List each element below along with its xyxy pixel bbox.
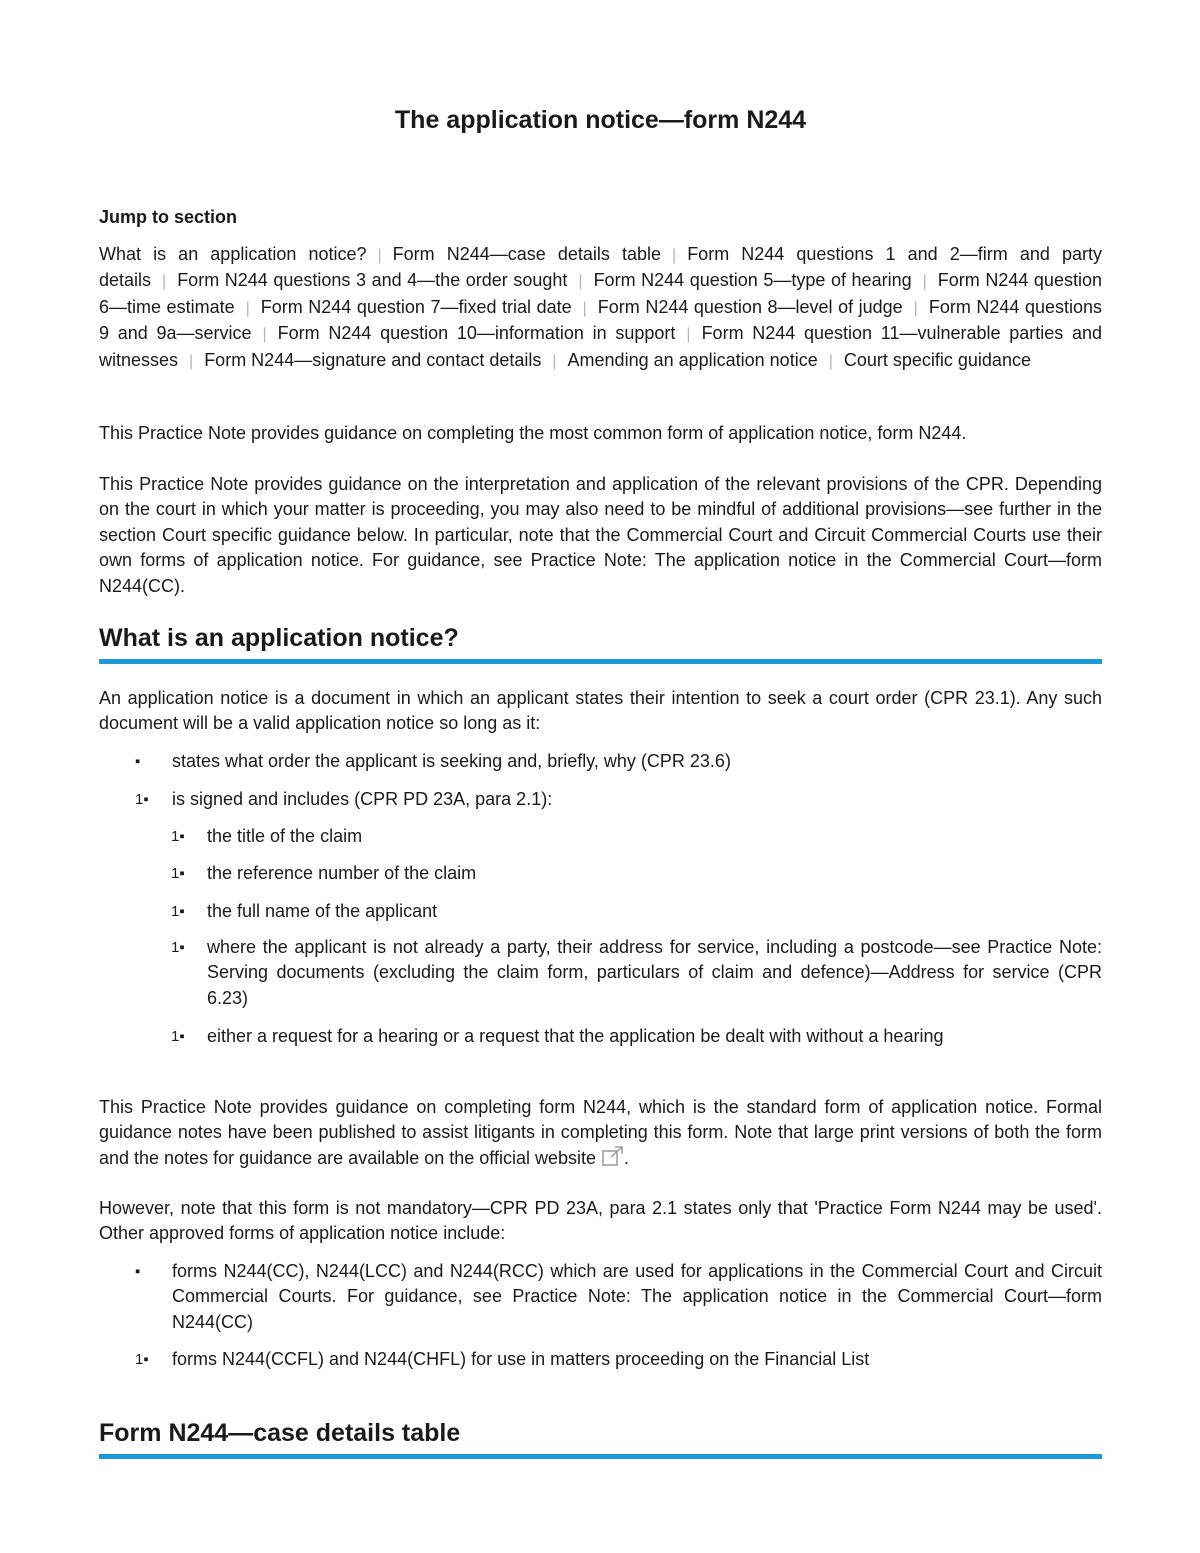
link-separator: | (552, 352, 557, 370)
link-separator: | (828, 352, 833, 370)
bullet-marker: 1▪ (135, 791, 149, 808)
link-separator: | (686, 326, 691, 344)
list-item-text: where the applicant is not already a party, their address for service, including a postcode—see Practice Note: Serving documents (excluding the claim form, particulars of claim and defence)—Address for service (CPR 6.23) (207, 937, 1102, 1008)
jump-link[interactable]: Form N244 question 7—fixed trial date (260, 296, 572, 317)
link-separator: | (578, 273, 583, 291)
jump-link[interactable]: Form N244 questions 9 and 9a—service (99, 296, 1102, 344)
link-separator: | (162, 273, 167, 291)
bullet-marker: 1▪ (171, 903, 185, 920)
intro-paragraph-2: This Practice Note provides guidance on the interpretation and application of the relevant provisions of the CPR. Depending on the court in which your matter is proceeding, you may also need to be mindful of additional provisions—see further in the section Court specific guidance below. In particular, note that the Commercial Court and Circuit Commercial Courts use their own forms of application notice. For guidance, see Practice Note: The application notice in the Commercial Court—form N244(CC). (99, 474, 1102, 596)
jump-link[interactable]: Amending an application notice (567, 349, 818, 370)
jump-link[interactable]: Form N244 question 6—time estimate (99, 270, 1102, 317)
list-item-text: the title of the claim (207, 826, 363, 846)
link-separator: | (245, 299, 250, 317)
link-separator: | (913, 299, 918, 317)
bullet-marker: 1▪ (171, 1028, 185, 1045)
link-separator: | (262, 326, 267, 344)
section-1-paragraph-2-text: This Practice Note provides guidance on completing form N244, which is the standard form of application notice. Formal guidance notes have been published to assist litigants in completing this form. Note that large print versions of both the form and the notes for guidance are available on the official website (99, 1097, 1102, 1168)
link-separator: | (189, 352, 194, 370)
bullet-marker: 1▪ (171, 865, 185, 882)
section-1-paragraph-2-end: . (624, 1147, 630, 1168)
section-1-paragraph-3: However, note that this form is not mandatory—CPR PD 23A, para 2.1 states only that 'Practice Form N244 may be used'. Other approved forms of application notice include: (99, 1198, 1102, 1244)
link-separator: | (377, 247, 382, 264)
section-1-paragraph-1: An application notice is a document in which an applicant states their intention to seek a court order (CPR 23.1). Any such document will be a valid application notice so long as it: (99, 688, 1102, 734)
intro-paragraph-1: This Practice Note provides guidance on completing the most common form of application notice, form N244. (99, 423, 967, 443)
list-item-text: the reference number of the claim (207, 863, 477, 883)
bullet-marker: 1▪ (135, 1351, 149, 1368)
link-separator: | (672, 247, 677, 264)
list-item-text: forms N244(CCFL) and N244(CHFL) for use in matters proceeding on the Financial List (172, 1349, 870, 1369)
bullet-marker: ▪ (135, 753, 141, 770)
list-item-text: the full name of the applicant (207, 901, 438, 921)
jump-link[interactable]: Form N244 questions 1 and 2—firm and party details (99, 244, 1102, 291)
bullet-marker: ▪ (135, 1263, 141, 1280)
list-item-text: states what order the applicant is seeking and, briefly, why (CPR 23.6) (172, 751, 731, 771)
jump-link[interactable]: Form N244—case details table (392, 244, 662, 264)
jump-link[interactable]: Form N244 question 8—level of judge (597, 296, 903, 317)
external-link-icon[interactable] (602, 1146, 624, 1173)
section-1-paragraph-2 (99, 1095, 1102, 1173)
section-heading-what-is-an-application-notice: What is an application notice? (99, 624, 1102, 664)
jump-link[interactable]: Form N244—signature and contact details (204, 349, 542, 370)
jump-link[interactable]: Form N244 question 11—vulnerable parties and witnesses (99, 323, 1102, 370)
jump-to-section-links (99, 242, 1102, 374)
section-heading-case-details-table: Form N244—case details table (99, 1419, 1102, 1459)
page-title: The application notice—form N244 (394, 106, 807, 134)
list-item-text: either a request for a hearing or a request that the application be dealt with without a hearing (207, 1026, 944, 1046)
jump-link[interactable]: Form N244 question 10—information in support (277, 323, 676, 344)
jump-link[interactable]: Form N244 question 5—type of hearing (593, 270, 912, 291)
jump-to-section-label: Jump to section (99, 207, 238, 227)
bullet-marker: 1▪ (171, 939, 185, 956)
list-item-text: is signed and includes (CPR PD 23A, para 2.1): (172, 789, 553, 809)
jump-link[interactable]: Court specific guidance (843, 349, 1031, 370)
list-item-text: forms N244(CC), N244(LCC) and N244(RCC) which are used for applications in the Commercial Court and Circuit Commercial Courts. For guidance, see Practice Note: The application notice in the Commercial Court—form N244(CC) (172, 1261, 1102, 1332)
jump-link[interactable]: What is an application notice? (99, 244, 367, 264)
jump-link[interactable]: Form N244 questions 3 and 4—the order sought (177, 270, 568, 291)
link-separator: | (922, 273, 927, 291)
bullet-marker: 1▪ (171, 828, 185, 845)
link-separator: | (582, 299, 587, 317)
